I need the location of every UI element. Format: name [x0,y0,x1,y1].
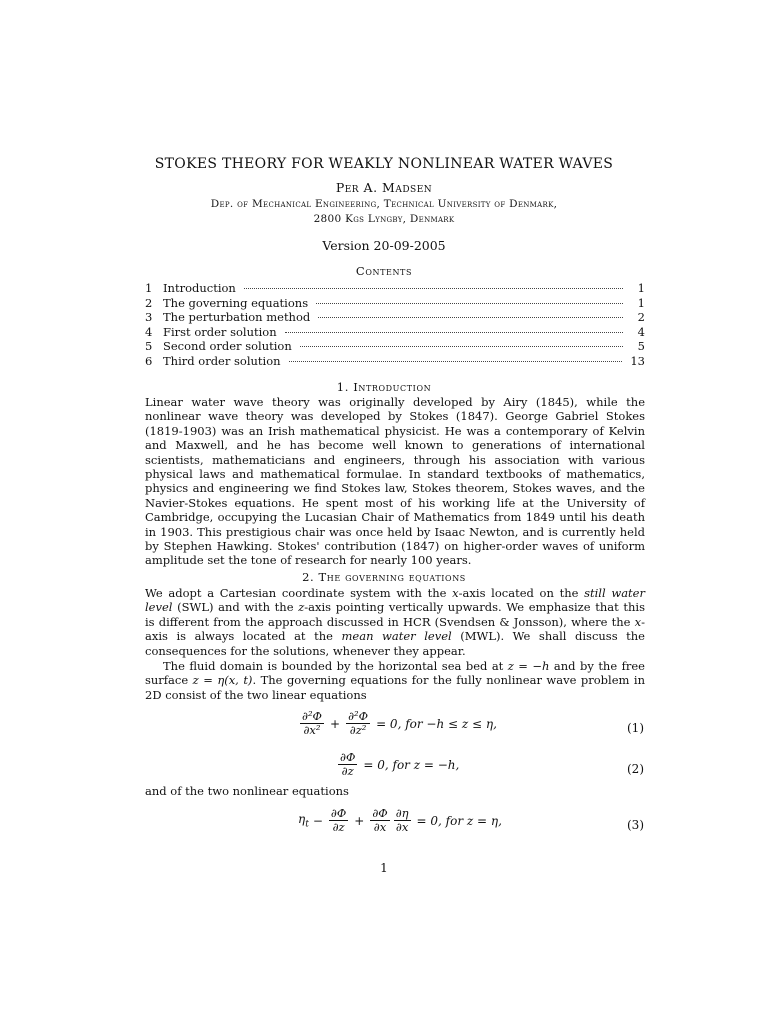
toc-entry-label: The perturbation method [163,310,311,325]
toc-entry-label: Second order solution [163,339,292,354]
toc-entry-page: 1 [637,295,645,310]
equation-2-number: (2) [627,762,644,776]
toc-leader-dots [285,332,623,333]
toc-entry-page: 2 [637,310,645,325]
section-1-heading: 1. Introduction [336,380,432,394]
contents-heading: Contents [355,264,413,278]
toc-entry[interactable] [145,296,645,311]
equation-3-number: (3) [627,818,644,832]
toc-leader-dots [244,288,623,289]
introduction-paragraph: Linear water wave theory was originally developed by Airy (1845), while the nonlinear wave theory was developed by Stokes (1847). George Gabriel Stokes (1819-1903) was an Irish mathematical physicist. He was a contemporary of Kelvin and Maxwell, and he has become well known to generations of international scientists, mathematicians and engineers, through his association with various physical laws and mathematical formulae. In standard textbooks of mathematics, physics and engineering we find Stokes law, Stokes theorem, Stokes waves, and the Navier-Stokes equations. He spent most of his working life at the University of Cambridge, occupying the Lucasian Chair of Mathematics from 1849 until his death in 1903. This prestigious chair was once held by Isaac Newton, and is currently held by Stephen Hawking. Stokes' contribution (1847) on higher-order waves of uniform amplitude set the tone of research for nearly 100 years. [145,395,645,568]
coordinate-system-paragraph: We adopt a Cartesian coordinate system with the x-axis located on the still water level (SWL) and with the z-axis pointing vertically upwards. We emphasize that this is different from the approach discussed in HCR (Svendsen & Jonsson), where the x-axis is always located at the mean water level (MWL). We shall discuss the consequences for the solutions, whenever they appear. [145,586,646,658]
toc-entry-page: 4 [637,324,645,339]
toc-entry[interactable] [145,281,645,296]
table-of-contents [145,281,645,369]
toc-entry[interactable] [145,310,645,325]
eq3-fraction-3: $\frac{\partial\eta}{\partial x}$ [395,806,409,834]
toc-entry-number: 6 [145,353,153,368]
equation-3: $\eta_t$ − $\frac{\partial\Phi}{\partial z}$ + $\frac{\partial\Phi}{\partial x}$ $\frac{\partial\eta}{\partial x}$ = 0, for z = η, (3) [298,806,644,834]
version-line: Version 20-09-2005 [322,238,446,253]
eq1-fraction-1: $\frac{\text{∂²Φ}}{\text{∂x²}}$ [302,709,322,737]
section-2-heading: 2. The governing equations [302,570,466,584]
fluid-domain-paragraph: The fluid domain is bounded by the horizontal sea bed at z = −h and by the free surface z = η(x, t). The governing equations for the fully nonlinear wave problem in 2D consist of the two linear equations [145,659,646,702]
page-number: 1 [380,861,388,875]
toc-entry-page: 1 [637,281,645,295]
toc-entry-label: First order solution [163,324,277,339]
toc-leader-dots [300,346,623,347]
author-name: Per A. Madsen [335,180,433,195]
toc-entry[interactable] [145,354,645,369]
toc-entry-number: 4 [145,324,153,339]
toc-entry-label: Introduction [163,281,236,295]
affiliation-line-1: Dep. of Mechanical Engineering, Technical University of Denmark, [210,198,558,210]
equation-1-number: (1) [627,721,644,735]
equation-2: $\frac{\partial\Phi}{\partial z}$ = 0, for z = −h, (2) [340,750,644,778]
toc-entry[interactable] [145,325,645,340]
toc-entry-label: The governing equations [163,295,309,310]
eq1-fraction-2: $\frac{\text{∂²Φ}}{\text{∂z²}}$ [348,709,369,737]
eq3-fraction-2: $\frac{\partial\Phi}{\partial x}$ [372,806,388,834]
affiliation-line-2: 2800 Kgs Lyngby, Denmark [313,213,455,225]
paper-title: STOKES THEORY FOR WEAKLY NONLINEAR WATER WAVES [154,156,614,172]
nonlinear-equations-intro: and of the two nonlinear equations [145,784,349,798]
eq2-fraction: $\frac{\partial\Phi}{\partial z}$ [340,750,356,778]
toc-leader-dots [289,361,623,362]
toc-leader-dots [316,303,623,304]
toc-entry-page: 5 [637,339,645,354]
equation-1: $\frac{\text{∂²Φ}}{\text{∂x²}}$ + $\frac{\text{∂²Φ}}{\text{∂z²}}$ = 0, for −h ≤ z ≤ η, (1) [302,709,644,737]
toc-leader-dots [318,317,623,318]
toc-entry-number: 5 [145,339,153,354]
toc-entry-number: 3 [145,310,153,325]
toc-entry[interactable] [145,339,645,354]
eq3-fraction-1: $\frac{\partial\Phi}{\partial z}$ [330,806,347,834]
toc-entry-page: 13 [630,353,645,368]
toc-entry-number: 2 [145,295,153,310]
toc-entry-label: Third order solution [163,353,281,368]
toc-entry-number: 1 [145,281,153,295]
